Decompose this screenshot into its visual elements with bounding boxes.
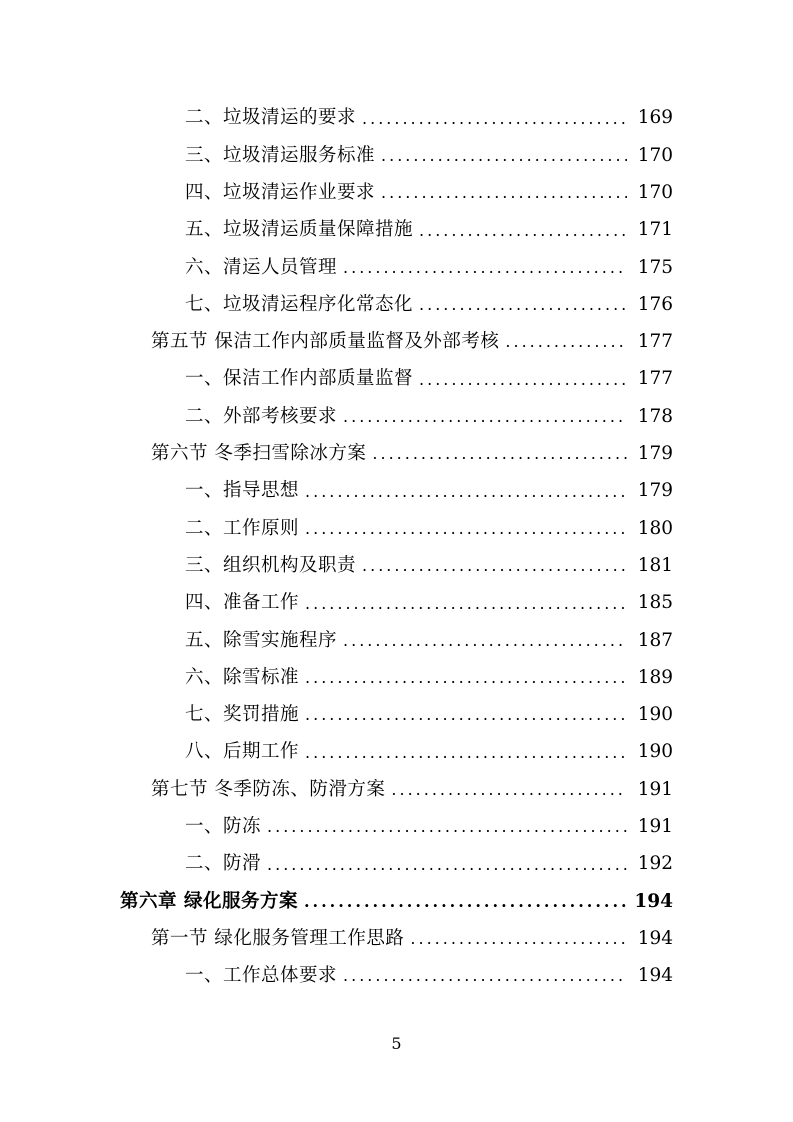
toc-entry-page: 181 bbox=[637, 554, 673, 576]
toc-entry-page: 180 bbox=[637, 517, 673, 539]
toc-entry[interactable] bbox=[0, 697, 793, 734]
toc-entry-title: 八、后期工作 bbox=[185, 741, 300, 763]
toc-entry[interactable] bbox=[0, 734, 793, 771]
toc-entry[interactable] bbox=[0, 436, 793, 473]
toc-entry-page: 191 bbox=[637, 778, 673, 800]
dot-leader bbox=[305, 521, 627, 537]
dot-leader bbox=[372, 446, 627, 462]
toc-entry[interactable] bbox=[0, 958, 793, 995]
toc-entry[interactable] bbox=[0, 137, 793, 174]
toc-entry[interactable] bbox=[0, 249, 793, 286]
toc-entry-title: 一、防冻 bbox=[185, 816, 262, 838]
toc-entry[interactable] bbox=[0, 100, 793, 137]
toc-entry-page: 187 bbox=[637, 629, 673, 651]
toc-entry-page: 192 bbox=[637, 853, 673, 875]
toc-entry-page: 178 bbox=[637, 405, 673, 427]
dot-leader bbox=[305, 707, 627, 723]
toc-entry-page: 177 bbox=[637, 368, 673, 390]
toc-entry-title: 二、防滑 bbox=[185, 853, 262, 875]
toc-entry-page: 194 bbox=[637, 965, 673, 987]
toc-entry-title: 第一节 绿化服务管理工作思路 bbox=[151, 927, 405, 949]
dot-leader bbox=[419, 297, 627, 313]
toc-entry[interactable] bbox=[0, 921, 793, 958]
toc-entry-title: 四、准备工作 bbox=[185, 592, 300, 614]
dot-leader bbox=[410, 931, 627, 947]
toc-entry-title: 七、垃圾清运程序化常态化 bbox=[185, 293, 414, 315]
toc-entry-title: 五、垃圾清运质量保障措施 bbox=[185, 219, 414, 241]
toc-entry-title: 三、组织机构及职责 bbox=[185, 554, 357, 576]
dot-leader bbox=[419, 372, 627, 388]
dot-leader bbox=[343, 968, 627, 984]
toc-entry-page: 190 bbox=[637, 741, 673, 763]
dot-leader bbox=[343, 409, 627, 425]
toc-entry-title: 第五节 保洁工作内部质量监督及外部考核 bbox=[151, 331, 500, 353]
dot-leader bbox=[419, 223, 627, 239]
toc-entry-title: 七、奖罚措施 bbox=[185, 704, 300, 726]
toc-entry[interactable] bbox=[0, 846, 793, 883]
dot-leader bbox=[381, 185, 627, 201]
dot-leader bbox=[305, 596, 627, 612]
toc-entry[interactable] bbox=[0, 473, 793, 510]
toc-entry-title: 第七节 冬季防冻、防滑方案 bbox=[151, 778, 386, 800]
toc-entry[interactable] bbox=[0, 659, 793, 696]
toc-entry-page: 194 bbox=[634, 890, 673, 912]
toc-entry-title: 六、除雪标准 bbox=[185, 666, 300, 688]
dot-leader bbox=[391, 782, 627, 798]
toc-entry-title: 五、除雪实施程序 bbox=[185, 629, 338, 651]
toc-entry-page: 190 bbox=[637, 704, 673, 726]
toc-entry[interactable] bbox=[0, 883, 793, 920]
toc-entry-page: 189 bbox=[637, 666, 673, 688]
dot-leader bbox=[343, 633, 627, 649]
dot-leader bbox=[267, 819, 627, 835]
toc-entry[interactable] bbox=[0, 324, 793, 361]
toc-entry-page: 175 bbox=[637, 256, 673, 278]
toc-entry-page: 194 bbox=[637, 927, 673, 949]
toc-entry-title: 一、保洁工作内部质量监督 bbox=[185, 368, 414, 390]
dot-leader bbox=[362, 558, 627, 574]
toc-entry-title: 三、垃圾清运服务标准 bbox=[185, 144, 376, 166]
toc-entry[interactable] bbox=[0, 286, 793, 323]
dot-leader bbox=[381, 148, 627, 164]
toc-entry[interactable] bbox=[0, 585, 793, 622]
dot-leader bbox=[304, 894, 627, 910]
toc-entry-page: 177 bbox=[637, 331, 673, 353]
toc-entry-title: 二、工作原则 bbox=[185, 517, 300, 539]
toc-entry[interactable] bbox=[0, 212, 793, 249]
toc-entry-page: 170 bbox=[637, 181, 673, 203]
dot-leader bbox=[362, 111, 627, 127]
toc-entry[interactable] bbox=[0, 809, 793, 846]
toc-entry-title: 二、垃圾清运的要求 bbox=[185, 107, 357, 129]
table-of-contents bbox=[0, 100, 793, 995]
dot-leader bbox=[343, 260, 627, 276]
toc-entry[interactable] bbox=[0, 548, 793, 585]
dot-leader bbox=[505, 334, 627, 350]
dot-leader bbox=[305, 670, 627, 686]
toc-entry[interactable] bbox=[0, 622, 793, 659]
toc-entry-page: 170 bbox=[637, 144, 673, 166]
toc-entry-title: 一、指导思想 bbox=[185, 480, 300, 502]
dot-leader bbox=[305, 745, 627, 761]
dot-leader bbox=[305, 484, 627, 500]
toc-entry-page: 176 bbox=[637, 293, 673, 315]
toc-entry-page: 179 bbox=[637, 443, 673, 465]
toc-entry-title: 第六节 冬季扫雪除冰方案 bbox=[151, 443, 367, 465]
toc-entry-title: 四、垃圾清运作业要求 bbox=[185, 181, 376, 203]
toc-entry-title: 二、外部考核要求 bbox=[185, 405, 338, 427]
toc-entry[interactable] bbox=[0, 175, 793, 212]
toc-entry[interactable] bbox=[0, 771, 793, 808]
toc-entry-page: 191 bbox=[637, 816, 673, 838]
toc-entry-page: 185 bbox=[637, 592, 673, 614]
toc-entry-page: 179 bbox=[637, 480, 673, 502]
toc-entry[interactable] bbox=[0, 361, 793, 398]
toc-entry-page: 169 bbox=[637, 107, 673, 129]
toc-entry-title: 六、清运人员管理 bbox=[185, 256, 338, 278]
dot-leader bbox=[267, 857, 627, 873]
toc-entry-title: 第六章 绿化服务方案 bbox=[120, 890, 298, 912]
toc-entry-title: 一、工作总体要求 bbox=[185, 965, 338, 987]
toc-entry[interactable] bbox=[0, 510, 793, 547]
toc-entry-page: 171 bbox=[637, 219, 673, 241]
page-number: 5 bbox=[391, 1034, 402, 1053]
toc-entry[interactable] bbox=[0, 398, 793, 435]
